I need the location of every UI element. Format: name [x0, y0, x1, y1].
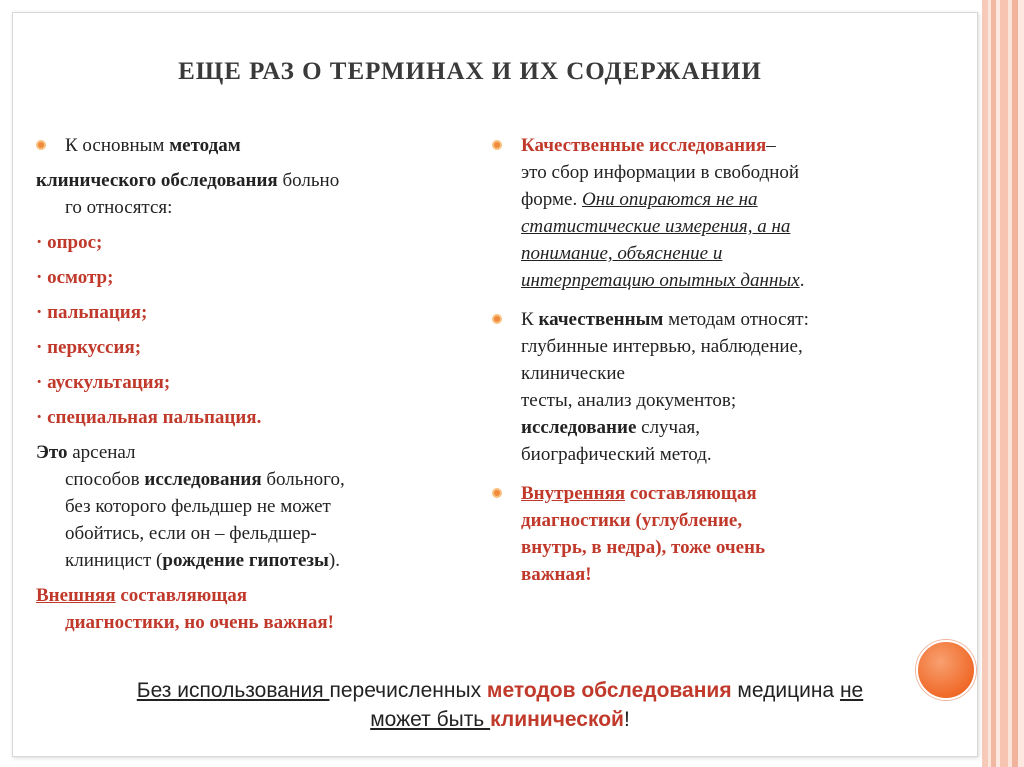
method-item: · перкуссия;: [36, 337, 142, 358]
left-line: клинического обследования больно: [36, 170, 340, 191]
left-bullet: К основным методам: [36, 132, 476, 159]
right-column: [492, 132, 912, 588]
left-column: [36, 132, 476, 636]
slide-title: ЕЩЕ РАЗ О ТЕРМИНАХ И ИХ СОДЕРЖАНИИ: [178, 58, 762, 85]
bullet-icon: [492, 140, 502, 150]
method-item: · аускультация;: [36, 372, 171, 393]
qualitative-research-bullet: Качественные исследования– это сбор информации в свободной форме. Они опираются не на статистические измерения, а на понимание, объяснение и интерпретацию опытных данных.: [492, 132, 912, 294]
decorative-stripes: [982, 0, 1024, 767]
method-item: · пальпация;: [36, 302, 148, 323]
method-item: · осмотр;: [36, 267, 114, 288]
internal-diagnostics-bullet: Внутренняя составляющая диагностики (углубление, внутрь, в недра), тоже очень важная!: [492, 480, 912, 588]
bullet-icon: [36, 140, 46, 150]
qualitative-methods-bullet: К качественным методам относят: глубинные интервью, наблюдение, клинические тесты, анализ документов; исследование случая, биографический метод.: [492, 306, 912, 468]
left-line: го относятся:: [65, 197, 173, 218]
external-diagnostics: Внешняя составляющая диагностики, но очень важная!: [36, 585, 334, 633]
bullet-icon: [492, 314, 502, 324]
method-item: · опрос;: [36, 232, 103, 253]
method-item: · специальная пальпация.: [36, 407, 262, 428]
conclusion-text: Без использования перечисленных методов обследования медицина не может быть клинической!: [136, 679, 864, 731]
bullet-icon: [492, 488, 502, 498]
arsenal-paragraph: Это арсенал способов исследования больного, без которого фельдшер не может обойтись, если он – фельдшер- клиницист (рождение гипотезы).: [36, 442, 345, 571]
